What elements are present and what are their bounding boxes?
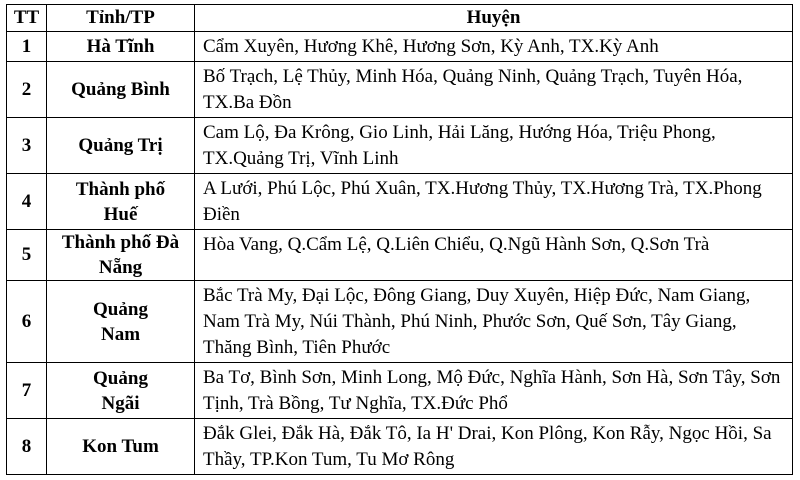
row-number: 6 bbox=[7, 281, 47, 363]
district-list: Cam Lộ, Đa Krông, Gio Linh, Hải Lăng, Hướng Hóa, Triệu Phong, TX.Quảng Trị, Vĩnh Linh bbox=[195, 118, 793, 174]
table-row bbox=[7, 281, 793, 363]
header-tt: TT bbox=[7, 5, 47, 32]
province-name: Kon Tum bbox=[47, 419, 195, 475]
row-number: 3 bbox=[7, 118, 47, 174]
province-name: Thành phố Đà Nẵng bbox=[47, 230, 195, 281]
province-name: Quảng Nam bbox=[47, 281, 195, 363]
district-list: Hòa Vang, Q.Cẩm Lệ, Q.Liên Chiểu, Q.Ngũ Hành Sơn, Q.Sơn Trà bbox=[195, 230, 793, 281]
row-number: 1 bbox=[7, 32, 47, 62]
table-row bbox=[7, 32, 793, 62]
district-list: Ba Tơ, Bình Sơn, Minh Long, Mộ Đức, Nghĩa Hành, Sơn Hà, Sơn Tây, Sơn Tịnh, Trà Bồng, Tư Nghĩa, TX.Đức Phổ bbox=[195, 363, 793, 419]
province-name: Quảng Ngãi bbox=[47, 363, 195, 419]
district-table bbox=[6, 4, 793, 475]
row-number: 2 bbox=[7, 62, 47, 118]
header-district: Huyện bbox=[195, 5, 793, 32]
district-list: Bắc Trà My, Đại Lộc, Đông Giang, Duy Xuyên, Hiệp Đức, Nam Giang, Nam Trà My, Núi Thành, Phú Ninh, Phước Sơn, Quế Sơn, Tây Giang, Thăng Bình, Tiên Phước bbox=[195, 281, 793, 363]
table-row bbox=[7, 174, 793, 230]
row-number: 4 bbox=[7, 174, 47, 230]
province-name: Quảng Trị bbox=[47, 118, 195, 174]
table-row bbox=[7, 363, 793, 419]
table-header-row bbox=[7, 5, 793, 32]
district-list: Bố Trạch, Lệ Thủy, Minh Hóa, Quảng Ninh, Quảng Trạch, Tuyên Hóa, TX.Ba Đồn bbox=[195, 62, 793, 118]
row-number: 7 bbox=[7, 363, 47, 419]
row-number: 5 bbox=[7, 230, 47, 281]
table-row bbox=[7, 419, 793, 475]
header-province: Tỉnh/TP bbox=[47, 5, 195, 32]
district-list: Đắk Glei, Đắk Hà, Đắk Tô, Ia H' Drai, Kon Plông, Kon Rẫy, Ngọc Hồi, Sa Thầy, TP.Kon Tum, Tu Mơ Rông bbox=[195, 419, 793, 475]
province-name: Hà Tĩnh bbox=[47, 32, 195, 62]
table-row bbox=[7, 118, 793, 174]
province-name: Quảng Bình bbox=[47, 62, 195, 118]
district-list: Cẩm Xuyên, Hương Khê, Hương Sơn, Kỳ Anh, TX.Kỳ Anh bbox=[195, 32, 793, 62]
row-number: 8 bbox=[7, 419, 47, 475]
table-row bbox=[7, 62, 793, 118]
province-name: Thành phố Huế bbox=[47, 174, 195, 230]
district-list: A Lưới, Phú Lộc, Phú Xuân, TX.Hương Thủy, TX.Hương Trà, TX.Phong Điền bbox=[195, 174, 793, 230]
table-row bbox=[7, 230, 793, 281]
